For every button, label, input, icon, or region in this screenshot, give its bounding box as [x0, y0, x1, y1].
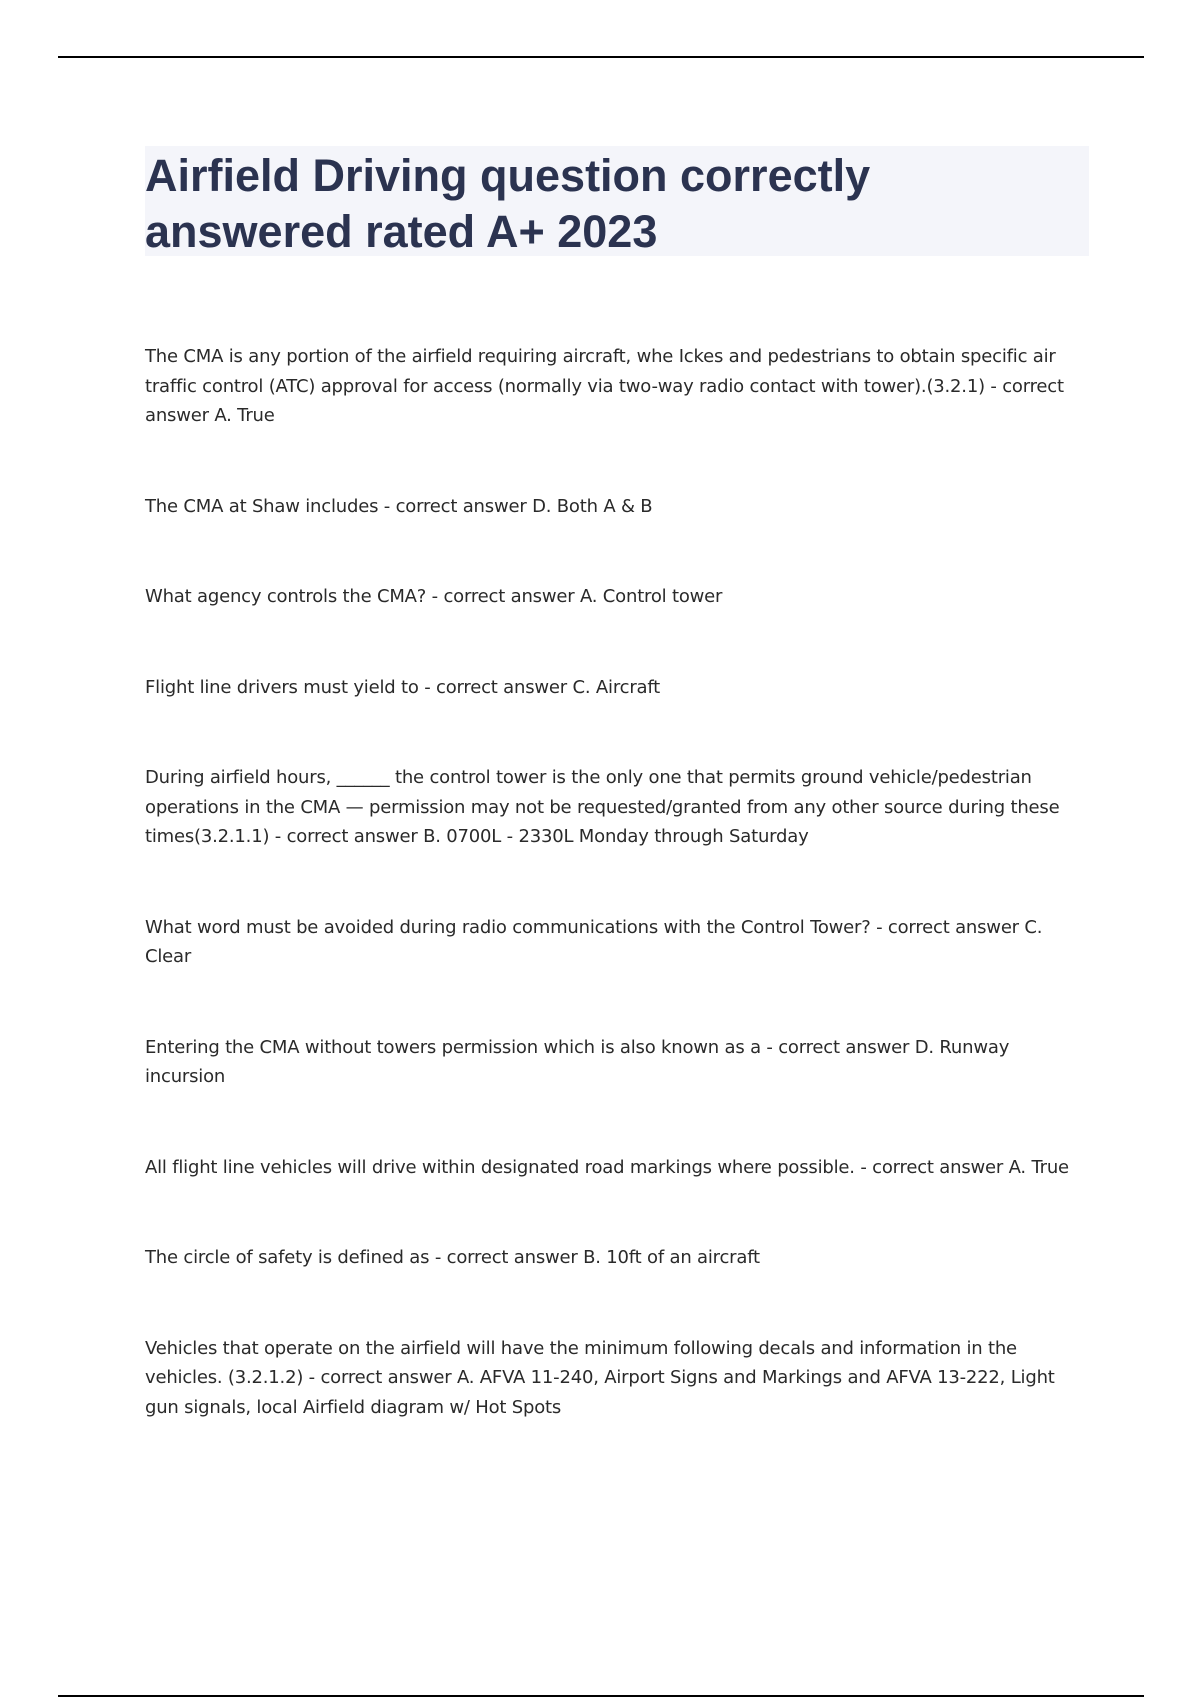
- qa-item: The CMA at Shaw includes - correct answer D. Both A & B: [145, 495, 653, 517]
- title-banner: [145, 146, 1089, 256]
- top-divider: [58, 56, 1144, 58]
- bottom-divider: [58, 1695, 1144, 1697]
- qa-item: Entering the CMA without towers permission which is also known as a - correct answer D. Runway incursion: [145, 1036, 1010, 1087]
- document-title: Airfield Driving question correctly answered rated A+ 2023: [145, 150, 871, 257]
- question-answer-list: [145, 342, 1090, 1422]
- qa-item: What agency controls the CMA? - correct answer A. Control tower: [145, 586, 723, 607]
- qa-item: The CMA is any portion of the airfield requiring aircraft, whe Ickes and pedestrians to obtain specific air traffic control (ATC) approval for access (normally via two-way radio contact with tower).(3.2.1) - correct answer A. True: [145, 346, 1064, 426]
- qa-item: All flight line vehicles will drive within designated road markings where possible. - correct answer A. True: [145, 1156, 1069, 1178]
- qa-item: Vehicles that operate on the airfield will have the minimum following decals and information in the vehicles. (3.2.1.2) - correct answer A. AFVA 11-240, Airport Signs and Markings and AFVA 13-222, Light gun signals, local Airfield diagram w/ Hot Spots: [145, 1337, 1055, 1418]
- qa-item: During airfield hours, ______ the control tower is the only one that permits ground vehicle/pedestrian operations in the CMA — permission may not be requested/granted from any other source during these times(3.2.1.1) - correct answer B. 0700L - 2330L Monday through Saturday: [145, 767, 1060, 847]
- qa-item: What word must be avoided during radio communications with the Control Tower? - correct answer C. Clear: [145, 916, 1043, 967]
- qa-item: The circle of safety is defined as - correct answer B. 10ft of an aircraft: [145, 1247, 760, 1268]
- qa-item: Flight line drivers must yield to - correct answer C. Aircraft: [145, 676, 661, 698]
